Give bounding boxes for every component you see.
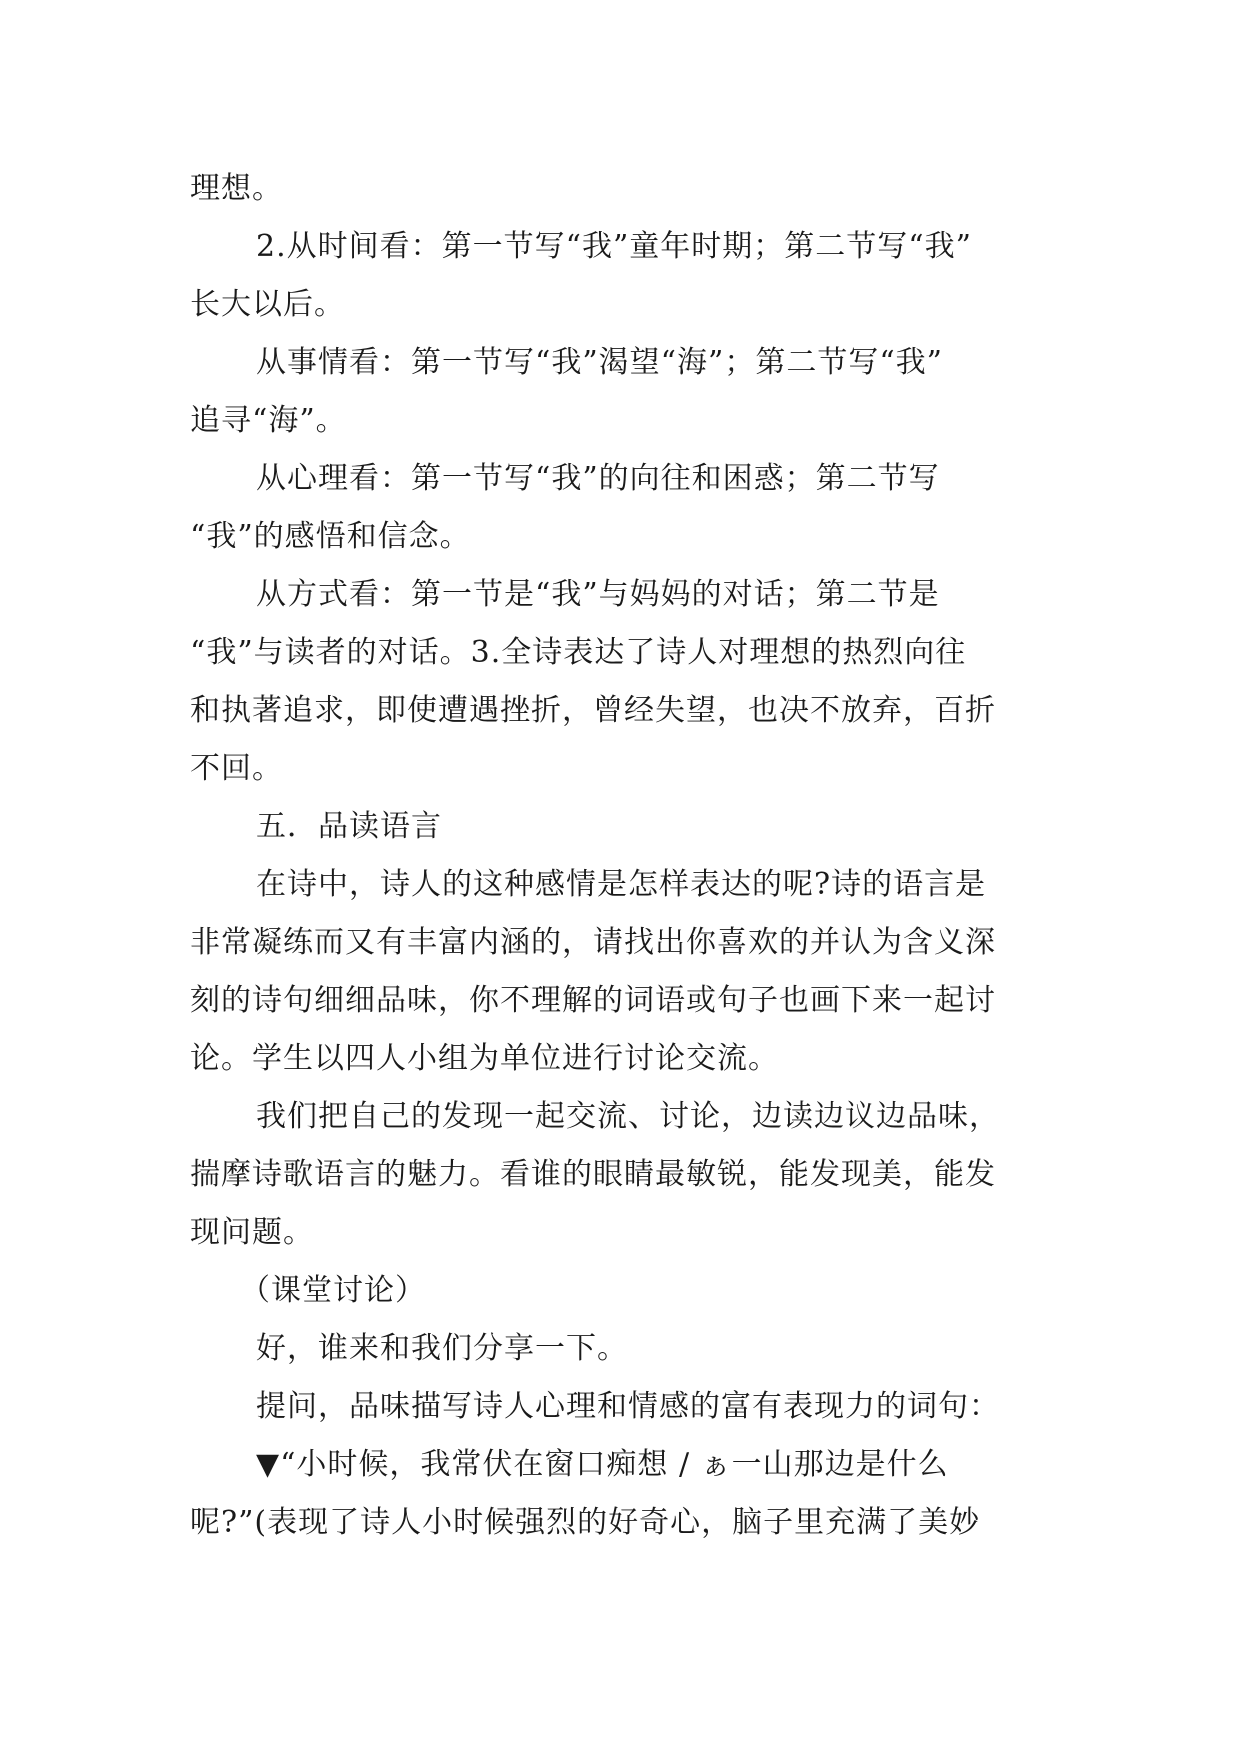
text-line: 论。学生以四人小组为单位进行讨论交流。 xyxy=(190,1041,779,1076)
text-line: 呢?”(表现了诗人小时候强烈的好奇心，脑子里充满了美妙 xyxy=(190,1505,981,1540)
text-line: 提问，品味描写诗人心理和情感的富有表现力的词句： xyxy=(256,1389,1000,1424)
text-line: 2.从时间看：第一节写“我”童年时期；第二节写“我” xyxy=(256,229,972,264)
text-line: 从心理看：第一节写“我”的向往和困惑；第二节写 xyxy=(256,461,940,496)
text-line: 好，谁来和我们分享一下。 xyxy=(256,1331,628,1366)
text-line: ▼“小时候，我常伏在窗口痴想 / ぁ一山那边是什么 xyxy=(256,1447,949,1482)
document-body xyxy=(190,160,1070,1552)
text-line: 不回。 xyxy=(190,751,283,786)
text-line: 长大以后。 xyxy=(190,287,345,322)
text-line: 我们把自己的发现一起交流、讨论，边读边议边品味， xyxy=(256,1099,1000,1134)
text-line: 理想。 xyxy=(190,171,283,206)
text-line: 和执著追求，即使遭遇挫折，曾经失望，也决不放弃，百折 xyxy=(190,693,996,728)
text-line: （课堂讨论） xyxy=(240,1273,426,1308)
text-line: “我”的感悟和信念。 xyxy=(190,519,471,554)
text-line: 现问题。 xyxy=(190,1215,314,1250)
text-line: “我”与读者的对话。3.全诗表达了诗人对理想的热烈向往 xyxy=(190,635,967,670)
text-line: 非常凝练而又有丰富内涵的，请找出你喜欢的并认为含义深 xyxy=(190,925,996,960)
text-line: 刻的诗句细细品味，你不理解的词语或句子也画下来一起讨 xyxy=(190,983,996,1018)
text-line: 从方式看：第一节是“我”与妈妈的对话；第二节是 xyxy=(256,577,940,612)
text-line: 追寻“海”。 xyxy=(190,403,347,438)
section-heading: 五．品读语言 xyxy=(256,809,442,844)
text-line: 揣摩诗歌语言的魅力。看谁的眼睛最敏锐，能发现美，能发 xyxy=(190,1157,996,1192)
text-line: 从事情看：第一节写“我”渴望“海”；第二节写“我” xyxy=(256,345,944,380)
text-line: 在诗中，诗人的这种感情是怎样表达的呢?诗的语言是 xyxy=(256,867,987,902)
